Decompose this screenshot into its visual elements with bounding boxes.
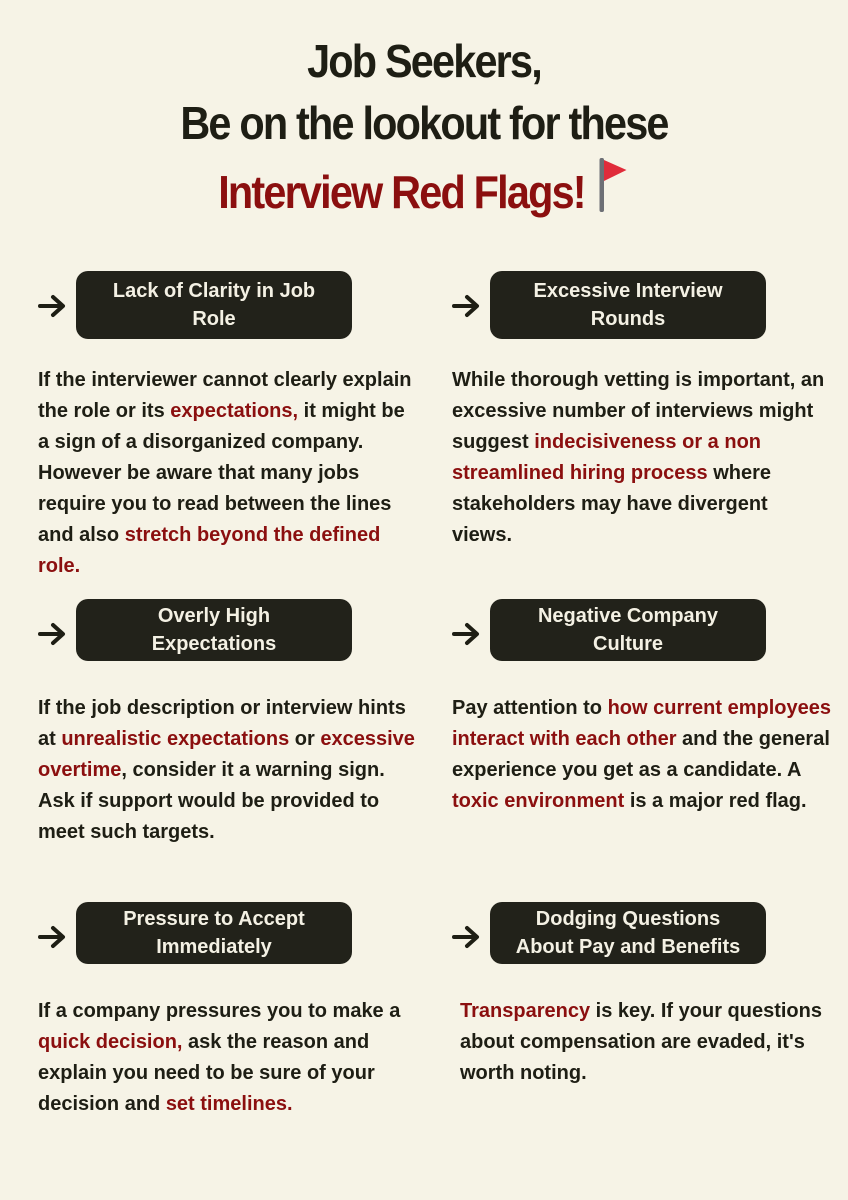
description-highlight: set timelines. bbox=[165, 1093, 293, 1115]
red-flag-item bbox=[38, 902, 418, 1120]
description-highlight: expectations, bbox=[170, 400, 299, 422]
arrow-right-icon bbox=[38, 621, 68, 647]
item-description bbox=[38, 996, 418, 1120]
description-highlight: stretch beyond the defined role. bbox=[38, 524, 381, 577]
red-flag-icon bbox=[594, 154, 630, 214]
page-title bbox=[0, 30, 848, 223]
item-heading: Excessive Interview Rounds bbox=[490, 271, 766, 339]
item-heading: Pressure to Accept Immediately bbox=[76, 902, 352, 964]
red-flag-item bbox=[38, 599, 418, 848]
description-text: is a major red flag. bbox=[624, 790, 807, 812]
item-description bbox=[452, 693, 832, 817]
red-flag-item bbox=[452, 271, 832, 551]
description-text: and the general experience you get as a candidate. A bbox=[452, 728, 830, 781]
item-description bbox=[38, 693, 418, 848]
red-flag-item bbox=[452, 599, 832, 817]
description-highlight: unrealistic expectations bbox=[61, 728, 290, 750]
description-highlight: excessive overtime bbox=[38, 728, 415, 781]
description-text: While thorough vetting is important, an excessive number of interviews might suggest bbox=[452, 369, 825, 453]
item-heading: Dodging Questions About Pay and Benefits bbox=[490, 902, 766, 964]
item-heading: Negative Company Culture bbox=[490, 599, 766, 661]
description-highlight: Transparency bbox=[460, 1000, 591, 1022]
item-heading: Lack of Clarity in Job Role bbox=[76, 271, 352, 339]
item-description bbox=[452, 996, 832, 1089]
title-line-1: Job Seekers, bbox=[307, 35, 541, 87]
arrow-right-icon bbox=[38, 924, 68, 950]
description-text: where stakeholders may have divergent views. bbox=[452, 462, 771, 546]
description-text: If a company pressures you to make a bbox=[38, 1000, 401, 1022]
item-description bbox=[38, 365, 418, 582]
red-flag-item bbox=[452, 902, 832, 1089]
description-highlight: quick decision, bbox=[38, 1031, 183, 1053]
arrow-right-icon bbox=[452, 924, 482, 950]
description-text: Pay attention to bbox=[452, 697, 608, 719]
red-flag-item bbox=[38, 271, 418, 582]
description-text: If the interviewer cannot clearly explain the role or its bbox=[38, 369, 412, 422]
description-text: ask the reason and explain you need to be sure of your decision and bbox=[38, 1031, 375, 1115]
description-highlight: toxic environment bbox=[452, 790, 625, 812]
description-highlight: indecisiveness or a non streamlined hiring process bbox=[452, 431, 761, 484]
description-text: , consider it a warning sign. Ask if support would be provided to meet such targets. bbox=[38, 759, 385, 843]
description-text: is key. If your questions about compensation are evaded, it's worth noting. bbox=[460, 1000, 822, 1084]
description-highlight: how current employees interact with each other bbox=[452, 697, 831, 750]
item-heading: Overly High Expectations bbox=[76, 599, 352, 661]
arrow-right-icon bbox=[452, 293, 482, 319]
description-text: If the job description or interview hints at bbox=[38, 697, 406, 750]
title-line-2: Be on the lookout for these bbox=[180, 97, 668, 149]
title-line-3-text: Interview Red Flags! bbox=[218, 166, 585, 218]
item-description bbox=[452, 365, 832, 551]
description-text: it might be a sign of a disorganized company. However be aware that many jobs require you to read between the lines and also bbox=[38, 400, 405, 546]
title-line-3 bbox=[42, 154, 805, 223]
arrow-right-icon bbox=[452, 621, 482, 647]
description-text: or bbox=[289, 728, 321, 750]
arrow-right-icon bbox=[38, 293, 68, 319]
